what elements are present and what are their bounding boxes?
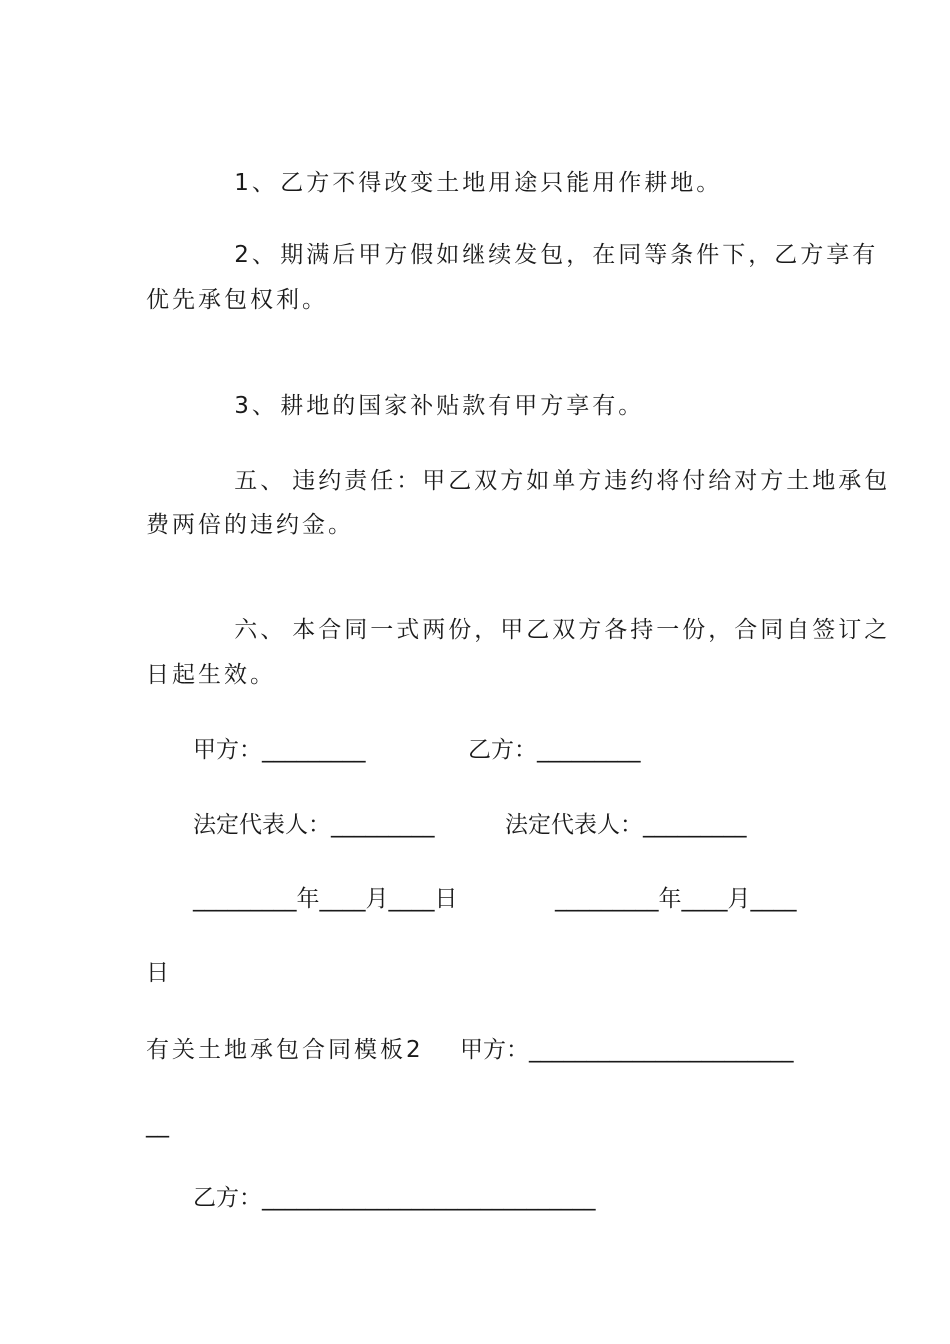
clause-number: 3、 [234,393,278,419]
clause-6-continuation: 日起生效。 [146,662,276,688]
clause-text: 耕地的国家补贴款有甲方享有。 [280,393,645,419]
party-a-date: _________年____月____日 [193,886,458,912]
party-a-signature: 甲方：_________ [193,737,366,763]
section-title: 有关土地承包合同模板2 [146,1037,424,1063]
clause-number: 1、 [234,170,278,196]
party-b-date: _________年____月____ [555,886,797,912]
clause-text: 期满后甲方假如继续发包，在同等条件下，乙方享有 [280,242,879,268]
party-a-field-continuation: __ [146,1112,169,1138]
party-b-representative: 法定代表人：_________ [505,812,747,838]
clause-5-continuation: 费两倍的违约金。 [146,512,354,538]
party-a-field: 甲方：_______________________ [460,1037,794,1063]
party-b-date-continuation: 日 [146,960,172,986]
clause-number: 2、 [234,242,278,268]
party-b-signature: 乙方：_________ [468,737,641,763]
clause-2-continuation: 优先承包权利。 [146,287,328,313]
party-a-representative: 法定代表人：_________ [193,812,435,838]
clause-6 [193,585,890,675]
party-b-field: 乙方：_____________________________ [193,1185,596,1211]
clause-text: 本合同一式两份，甲乙双方各持一份，合同自签订之 [292,617,891,643]
clause-text: 违约责任：甲乙双方如单方违约将付给对方土地承包 [292,468,891,494]
clause-text: 乙方不得改变土地用途只能用作耕地。 [280,170,723,196]
clause-number: 六、 [234,617,287,643]
clause-number: 五、 [234,468,287,494]
